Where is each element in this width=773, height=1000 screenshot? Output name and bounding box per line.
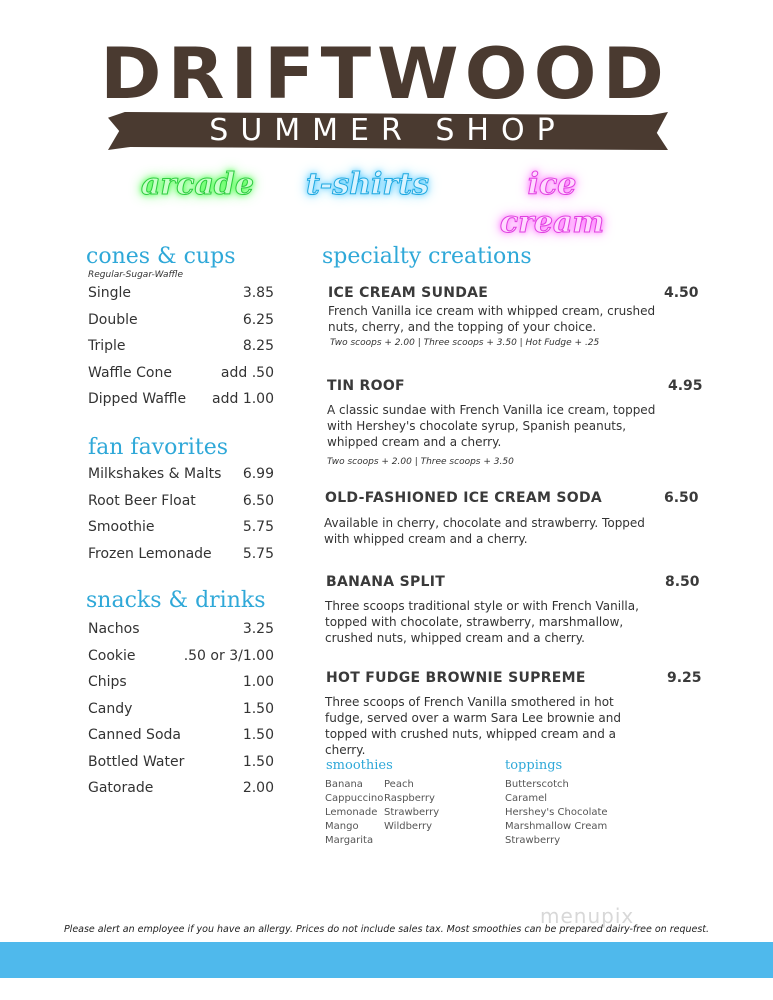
menu-item-price: 6.50 <box>242 492 274 509</box>
menu-item-price: 1.50 <box>242 753 274 770</box>
menu-item-name: Milkshakes & Malts <box>88 466 222 482</box>
topping-item: Hershey's Chocolate <box>505 807 608 818</box>
menu-item-price: add 1.00 <box>212 391 274 407</box>
toppings-heading: toppings <box>505 758 563 773</box>
footer-bar <box>0 942 773 978</box>
neon-arcade-sign: arcade <box>140 167 254 202</box>
specialty-item-title: OLD-FASHIONED ICE CREAM SODA <box>325 490 603 506</box>
menu-row <box>88 466 278 488</box>
specialty-item-title: HOT FUDGE BROWNIE SUPREME <box>326 670 586 686</box>
menu-item-price: 1.50 <box>242 727 274 743</box>
menu-item-name: Candy <box>88 700 133 717</box>
smoothie-item: Lemonade <box>325 807 378 818</box>
menu-item-name: Bottled Water <box>88 753 185 770</box>
menu-item-price: 2.00 <box>242 780 274 796</box>
specialty-item-price: 4.50 <box>664 285 699 301</box>
cones-note: Regular-Sugar-Waffle <box>88 270 184 280</box>
smoothie-item: Banana <box>325 779 363 790</box>
topping-item: Marshmallow Cream <box>505 821 608 832</box>
menu-row <box>88 519 278 541</box>
toppings-list <box>505 778 608 848</box>
smoothie-item: Raspberry <box>384 793 435 804</box>
menu-item-name: Dipped Waffle <box>88 391 187 407</box>
smoothie-item: Margarita <box>325 835 374 846</box>
menu-row <box>88 546 278 568</box>
footer-note: Please alert an employee if you have an allergy. Prices do not include sales tax. Most smoothies can be prepared dairy-free on request. <box>63 924 710 935</box>
topping-item: Strawberry <box>505 835 561 846</box>
menu-item-name: Canned Soda <box>88 727 181 743</box>
smoothies-list-col2 <box>384 778 439 834</box>
menu-item-name: Root Beer Float <box>88 492 196 509</box>
menu-item-name: Double <box>88 311 138 328</box>
menu-row <box>88 727 278 749</box>
specialty-item-description: French Vanilla ice cream with whipped cream, crushed nuts, cherry, and the topping of your choice. <box>328 304 656 334</box>
snacks-heading: snacks & drinks <box>86 588 266 613</box>
topping-item: Caramel <box>505 793 548 804</box>
brand-subtitle: SUMMER SHOP <box>209 113 567 148</box>
specialty-item-description: A classic sundae with French Vanilla ice cream, topped with Hershey's chocolate syrup, Spanish peanuts, whipped cream and a cherry. <box>327 403 656 449</box>
menu-item-price: 3.85 <box>242 285 274 301</box>
specialty-heading: specialty creations <box>322 244 532 269</box>
specialty-item-note: Two scoops + 2.00 | Three scoops + 3.50 <box>327 457 514 467</box>
menu-row <box>88 493 278 515</box>
menu-row <box>88 285 278 307</box>
menu-item-price: 8.25 <box>242 338 274 354</box>
specialty-item-title: TIN ROOF <box>327 378 405 394</box>
menu-item-price: 3.25 <box>242 621 274 637</box>
menu-item-price: 5.75 <box>242 545 274 562</box>
menu-item-name: Chips <box>88 674 127 690</box>
menu-row <box>88 754 278 776</box>
specialty-item-note: Two scoops + 2.00 | Three scoops + 3.50 | Hot Fudge + .25 <box>330 338 600 348</box>
menu-item-name: Cookie <box>88 647 136 664</box>
menu-item-price: .50 or 3/1.00 <box>183 647 274 664</box>
menu-row <box>88 648 278 670</box>
smoothie-item: Wildberry <box>384 821 433 832</box>
menu-row <box>88 701 278 723</box>
smoothie-item: Mango <box>325 821 359 832</box>
neon-tshirts-sign: t-shirts <box>306 167 429 202</box>
menu-item-price: 6.99 <box>242 466 274 482</box>
neon-icecream-sign: ice cream <box>499 167 605 240</box>
favorites-heading: fan favorites <box>88 435 229 460</box>
specialty-item-price: 8.50 <box>665 574 700 590</box>
menu-row <box>88 365 278 387</box>
brand-title: DRIFTWOOD <box>100 33 670 115</box>
menu-row <box>88 674 278 696</box>
menu-item-price: 1.00 <box>242 674 274 690</box>
smoothie-item: Strawberry <box>384 807 440 818</box>
menu-row <box>88 312 278 334</box>
specialty-item-description: Available in cherry, chocolate and strawberry. Topped with whipped cream and a cherry. <box>324 516 645 546</box>
specialty-item-description: Three scoops of French Vanilla smothered in hot fudge, served over a warm Sara Lee brownie and topped with crushed nuts, whipped cream and a cherry. <box>325 695 621 757</box>
smoothie-item: Peach <box>384 779 414 790</box>
smoothie-item: Cappuccino <box>325 793 384 804</box>
watermark: menupix <box>540 904 635 928</box>
menu-row <box>88 621 278 643</box>
specialty-item-price: 4.95 <box>668 378 703 394</box>
menu-item-price: add .50 <box>220 364 274 381</box>
cones-heading: cones & cups <box>86 244 236 269</box>
menu-row <box>88 338 278 360</box>
menu-item-name: Gatorade <box>88 780 154 796</box>
menu-row <box>88 391 278 413</box>
smoothies-list-col1 <box>325 778 383 848</box>
menu-item-name: Single <box>88 285 132 301</box>
specialty-item-title: ICE CREAM SUNDAE <box>328 285 489 301</box>
menu-row <box>88 780 278 802</box>
menu-item-name: Smoothie <box>88 519 155 535</box>
menu-item-name: Frozen Lemonade <box>88 545 212 562</box>
specialty-item-price: 6.50 <box>664 490 699 506</box>
specialty-item-price: 9.25 <box>667 670 702 686</box>
menu-item-name: Nachos <box>88 621 140 637</box>
smoothies-heading: smoothies <box>326 758 393 773</box>
specialty-item-title: BANANA SPLIT <box>326 574 446 590</box>
menu-item-price: 6.25 <box>242 311 274 328</box>
menu-item-price: 1.50 <box>242 700 274 717</box>
menu-item-price: 5.75 <box>242 519 274 535</box>
topping-item: Butterscotch <box>505 779 569 790</box>
specialty-item-description: Three scoops traditional style or with French Vanilla, topped with chocolate, strawberry, marshmallow, crushed nuts, whipped cream and a cherry. <box>325 599 639 645</box>
menu-item-name: Waffle Cone <box>88 364 172 381</box>
menu-item-name: Triple <box>88 338 126 354</box>
